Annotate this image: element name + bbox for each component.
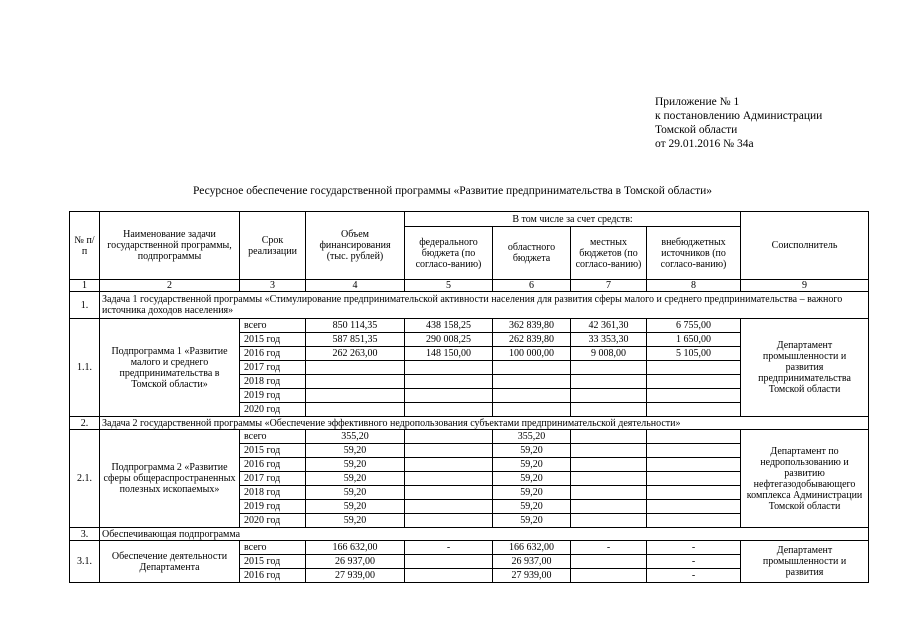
appendix-line: Приложение № 1 <box>655 96 740 108</box>
document-title: Ресурсное обеспечение государственной программы «Развитие предпринимательства в Томской области» <box>193 185 712 197</box>
regional-cell: 59,20 <box>493 500 571 514</box>
executor-cell: Департамент промышленности и развития <box>741 541 869 583</box>
extra-cell <box>647 361 741 375</box>
column-number: 5 <box>405 280 493 292</box>
local-cell <box>571 569 647 583</box>
column-number: 9 <box>741 280 869 292</box>
volume-cell: 26 937,00 <box>306 555 405 569</box>
federal-cell <box>405 389 493 403</box>
extra-cell <box>647 375 741 389</box>
federal-cell <box>405 403 493 417</box>
volume-cell: 27 939,00 <box>306 569 405 583</box>
table-row <box>70 541 869 555</box>
regional-cell: 27 939,00 <box>493 569 571 583</box>
period-cell: 2020 год <box>240 514 306 528</box>
volume-cell <box>306 375 405 389</box>
period-cell: 2016 год <box>240 458 306 472</box>
local-cell: 9 008,00 <box>571 347 647 361</box>
period-cell: всего <box>240 319 306 333</box>
regional-cell: 362 839,80 <box>493 319 571 333</box>
volume-cell: 262 263,00 <box>306 347 405 361</box>
column-number: 7 <box>571 280 647 292</box>
regional-cell <box>493 361 571 375</box>
column-number: 4 <box>306 280 405 292</box>
appendix-block <box>655 95 822 151</box>
federal-cell <box>405 514 493 528</box>
volume-cell: 587 851,35 <box>306 333 405 347</box>
task-text: Обеспечивающая подпрограмма <box>100 528 869 541</box>
regional-cell <box>493 403 571 417</box>
extra-cell <box>647 389 741 403</box>
header-executor: Соисполнитель <box>741 212 869 280</box>
local-cell <box>571 375 647 389</box>
regional-cell: 59,20 <box>493 486 571 500</box>
appendix-line: к постановлению Администрации <box>655 110 823 122</box>
volume-cell: 59,20 <box>306 500 405 514</box>
period-cell: 2015 год <box>240 333 306 347</box>
header-local: местных бюджетов (по согласо-ванию) <box>571 227 647 280</box>
local-cell: 42 361,30 <box>571 319 647 333</box>
period-cell: 2017 год <box>240 361 306 375</box>
task-text: Задача 1 государственной программы «Стимулирование предпринимательской активности населения для развития сферы малого и среднего предпринимательства – важного источника доходов населения» <box>100 292 869 319</box>
federal-cell: 148 150,00 <box>405 347 493 361</box>
period-cell: всего <box>240 430 306 444</box>
executor-cell: Департамент по недропользованию и развитию нефтегазодобывающего комплекса Администрации Томской области <box>741 430 869 528</box>
extra-cell: - <box>647 541 741 555</box>
task-row <box>70 292 869 319</box>
local-cell <box>571 389 647 403</box>
federal-cell <box>405 444 493 458</box>
period-cell: 2017 год <box>240 472 306 486</box>
volume-cell: 355,20 <box>306 430 405 444</box>
federal-cell <box>405 472 493 486</box>
volume-cell: 850 114,35 <box>306 319 405 333</box>
volume-cell <box>306 403 405 417</box>
extra-cell <box>647 486 741 500</box>
federal-cell <box>405 569 493 583</box>
federal-cell <box>405 375 493 389</box>
regional-cell: 59,20 <box>493 458 571 472</box>
volume-cell: 166 632,00 <box>306 541 405 555</box>
federal-cell <box>405 458 493 472</box>
regional-cell: 355,20 <box>493 430 571 444</box>
header-extra: внебюджетных источников (по согласо-ванию) <box>647 227 741 280</box>
extra-cell: 5 105,00 <box>647 347 741 361</box>
extra-cell <box>647 430 741 444</box>
column-number: 1 <box>70 280 100 292</box>
regional-cell <box>493 375 571 389</box>
regional-cell <box>493 389 571 403</box>
appendix-line: от 29.01.2016 № 34а <box>655 138 754 150</box>
period-cell: 2015 год <box>240 555 306 569</box>
column-number-row <box>70 280 869 292</box>
extra-cell <box>647 444 741 458</box>
local-cell <box>571 486 647 500</box>
sub-num: 3.1. <box>70 541 100 583</box>
task-row <box>70 417 869 430</box>
sub-name: Подпрограмма 1 «Развитие малого и среднего предпринимательства в Томской области» <box>100 319 240 417</box>
period-cell: 2019 год <box>240 389 306 403</box>
header-regional: областного бюджета <box>493 227 571 280</box>
local-cell <box>571 430 647 444</box>
extra-cell <box>647 500 741 514</box>
extra-cell <box>647 514 741 528</box>
column-number: 8 <box>647 280 741 292</box>
sub-num: 1.1. <box>70 319 100 417</box>
column-number: 2 <box>100 280 240 292</box>
regional-cell: 166 632,00 <box>493 541 571 555</box>
local-cell <box>571 472 647 486</box>
column-number: 3 <box>240 280 306 292</box>
volume-cell <box>306 389 405 403</box>
column-number: 6 <box>493 280 571 292</box>
task-row <box>70 528 869 541</box>
regional-cell: 59,20 <box>493 472 571 486</box>
volume-cell: 59,20 <box>306 514 405 528</box>
federal-cell <box>405 555 493 569</box>
appendix-line: Томской области <box>655 124 738 136</box>
local-cell <box>571 500 647 514</box>
extra-cell <box>647 472 741 486</box>
extra-cell: - <box>647 555 741 569</box>
sub-name: Подпрограмма 2 «Развитие сферы общераспространенных полезных ископаемых» <box>100 430 240 528</box>
period-cell: 2020 год <box>240 403 306 417</box>
period-cell: 2016 год <box>240 347 306 361</box>
header-name: Наименование задачи государственной программы, подпрограммы <box>100 212 240 280</box>
federal-cell: - <box>405 541 493 555</box>
period-cell: 2019 год <box>240 500 306 514</box>
period-cell: 2015 год <box>240 444 306 458</box>
federal-cell: 290 008,25 <box>405 333 493 347</box>
header-federal: федерального бюджета (по согласо-ванию) <box>405 227 493 280</box>
local-cell <box>571 444 647 458</box>
task-num: 1. <box>70 292 100 319</box>
regional-cell: 100 000,00 <box>493 347 571 361</box>
local-cell <box>571 555 647 569</box>
header-num: № п/п <box>70 212 100 280</box>
period-cell: всего <box>240 541 306 555</box>
volume-cell: 59,20 <box>306 472 405 486</box>
local-cell: - <box>571 541 647 555</box>
sub-name: Обеспечение деятельности Департамента <box>100 541 240 583</box>
resource-table <box>69 211 869 583</box>
volume-cell: 59,20 <box>306 458 405 472</box>
volume-cell: 59,20 <box>306 486 405 500</box>
task-num: 3. <box>70 528 100 541</box>
table-row <box>70 430 869 444</box>
volume-cell <box>306 361 405 375</box>
regional-cell: 59,20 <box>493 514 571 528</box>
period-cell: 2018 год <box>240 375 306 389</box>
period-cell: 2018 год <box>240 486 306 500</box>
local-cell <box>571 361 647 375</box>
executor-cell: Департамент промышленности и развития предпринимательства Томской области <box>741 319 869 417</box>
local-cell: 33 353,30 <box>571 333 647 347</box>
federal-cell: 438 158,25 <box>405 319 493 333</box>
header-including: В том числе за счет средств: <box>405 212 741 227</box>
regional-cell: 26 937,00 <box>493 555 571 569</box>
header-volume: Объем финансирования (тыс. рублей) <box>306 212 405 280</box>
task-num: 2. <box>70 417 100 430</box>
extra-cell: 1 650,00 <box>647 333 741 347</box>
table-row <box>70 319 869 333</box>
extra-cell: 6 755,00 <box>647 319 741 333</box>
federal-cell <box>405 500 493 514</box>
extra-cell: - <box>647 569 741 583</box>
local-cell <box>571 514 647 528</box>
local-cell <box>571 403 647 417</box>
federal-cell <box>405 361 493 375</box>
regional-cell: 262 839,80 <box>493 333 571 347</box>
header-term: Срок реализации <box>240 212 306 280</box>
local-cell <box>571 458 647 472</box>
extra-cell <box>647 458 741 472</box>
task-text: Задача 2 государственной программы «Обеспечение эффективного недропользования субъектами предпринимательской деятельности» <box>100 417 869 430</box>
volume-cell: 59,20 <box>306 444 405 458</box>
extra-cell <box>647 403 741 417</box>
federal-cell <box>405 486 493 500</box>
federal-cell <box>405 430 493 444</box>
period-cell: 2016 год <box>240 569 306 583</box>
regional-cell: 59,20 <box>493 444 571 458</box>
sub-num: 2.1. <box>70 430 100 528</box>
